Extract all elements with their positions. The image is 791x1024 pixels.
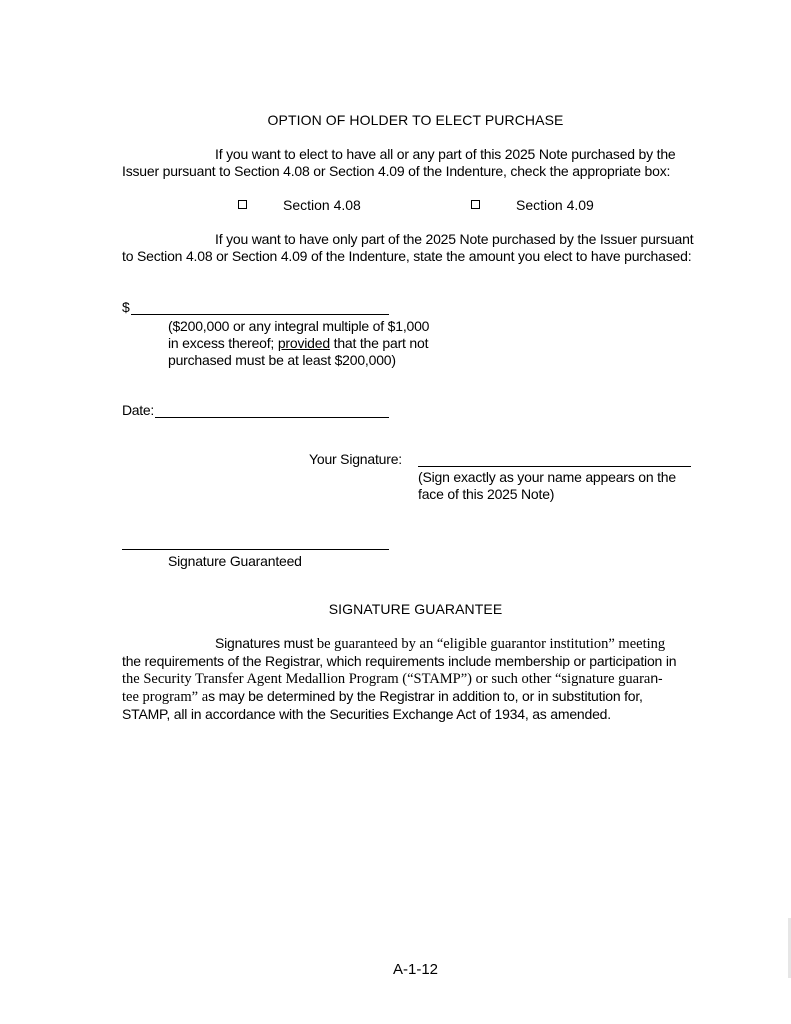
- amount-note-line-1: ($200,000 or any integral multiple of $1,000: [168, 318, 430, 334]
- amount-note-line-3: purchased must be at least $200,000): [168, 352, 396, 368]
- section-408-checkbox[interactable]: [238, 200, 247, 209]
- guarantee-paragraph: [122, 635, 702, 723]
- guarantee-text: Signatures must: [215, 635, 317, 651]
- section-409-checkbox[interactable]: [471, 200, 480, 209]
- signature-note-line-2: face of this 2025 Note): [418, 486, 555, 502]
- option-heading: OPTION OF HOLDER TO ELECT PURCHASE: [267, 112, 564, 128]
- signature-guaranteed-field[interactable]: [122, 549, 389, 550]
- amount-field[interactable]: [131, 314, 389, 315]
- signature-label: Your Signature:: [309, 451, 402, 467]
- amount-note: [168, 318, 429, 369]
- section-409-label: Section 4.09: [516, 197, 594, 213]
- amount-note-line-2: [168, 335, 429, 352]
- guarantee-text: s may be determined by the Registrar in addition to, or in substitution for,: [208, 688, 643, 704]
- option-paragraph-2: If you want to have only part of the 2025 Note purchased by the Issuer pursuant to Section 4.08 or Section 4.09 of the Indenture, state the amount you elect to have purchased:: [122, 231, 694, 264]
- guarantee-line-2: the requirements of the Registrar, which requirements include membership or participation in: [122, 653, 677, 669]
- guarantee-text-serif: be guaranteed by an “eligible guarantor institution” meeting: [316, 636, 666, 652]
- guarantee-text-serif: tee program” a: [122, 689, 209, 705]
- amount-dollar-sign: $: [122, 299, 130, 315]
- option-paragraph-1: If you want to elect to have all or any part of this 2025 Note purchased by the Issuer pursuant to Section 4.08 or Section 4.09 of the Indenture, check the appropriate box:: [122, 146, 676, 179]
- page-number: A-1-12: [392, 961, 439, 978]
- amount-note-text: that the part not: [329, 335, 429, 351]
- section-408-label: Section 4.08: [283, 197, 361, 213]
- guarantee-line-5: STAMP, all in accordance with the Securities Exchange Act of 1934, as amended.: [122, 706, 611, 722]
- signature-note: [418, 469, 676, 503]
- guarantee-line-4: [122, 688, 702, 706]
- guarantee-text: n-: [650, 670, 663, 686]
- signature-field[interactable]: [418, 466, 691, 467]
- signature-note-line-1: (Sign exactly as your name appears on the: [418, 469, 676, 485]
- guarantee-line-3: [122, 670, 702, 688]
- guarantee-line-1: [122, 635, 702, 653]
- provided-underlined: provided: [277, 335, 330, 351]
- date-label: Date:: [122, 402, 154, 418]
- guarantee-text-serif: the Security Transfer Agent Medallion Program (“STAMP”) or such other “signature guara: [122, 671, 651, 687]
- amount-note-text: in excess thereof;: [168, 335, 278, 351]
- signature-guaranteed-label: Signature Guaranteed: [168, 553, 302, 569]
- date-field[interactable]: [155, 417, 389, 418]
- signature-guarantee-heading: SIGNATURE GUARANTEE: [328, 601, 503, 617]
